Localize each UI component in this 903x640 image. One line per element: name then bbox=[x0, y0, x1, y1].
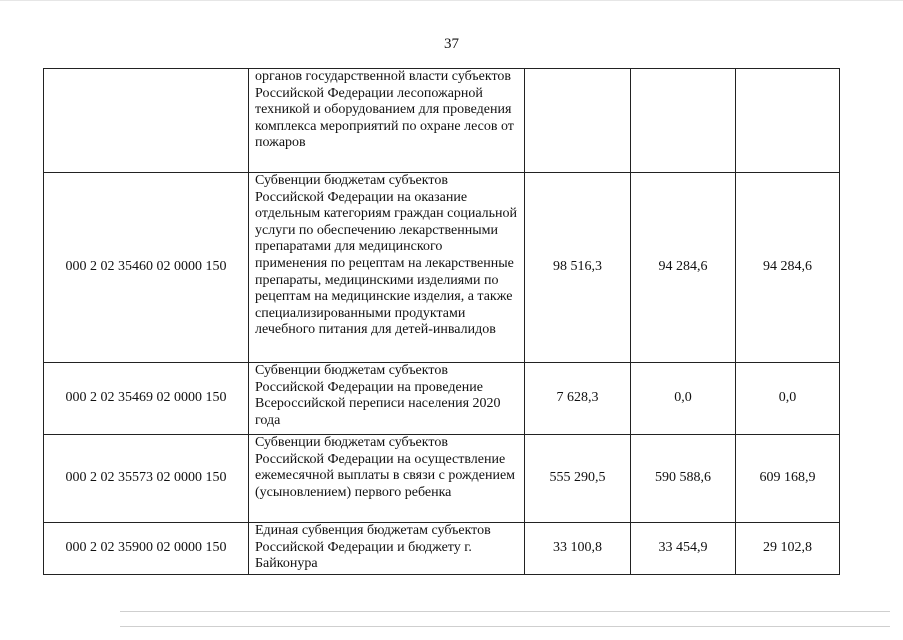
table-row bbox=[44, 173, 840, 363]
value-cell-3: 94 284,6 bbox=[736, 173, 840, 363]
description-cell: Субвенции бюджетам субъектов Российской Федерации на оказание отдельным категориям граждан социальной услуги по обеспечению лекарственными препаратами для медицинского применения по рецептам на лекарственные препараты, медицинскими изделиями по рецептам на медицинские изделия, а также специализированными продуктами лечебного питания для детей-инвалидов bbox=[249, 173, 525, 363]
budget-code-cell: 000 2 02 35573 02 0000 150 bbox=[44, 435, 249, 523]
budget-code-cell: 000 2 02 35900 02 0000 150 bbox=[44, 523, 249, 575]
value-cell-2 bbox=[631, 69, 736, 173]
scan-artifact-line bbox=[120, 626, 890, 627]
budget-code-cell: 000 2 02 35460 02 0000 150 bbox=[44, 173, 249, 363]
value-cell-1: 7 628,3 bbox=[525, 363, 631, 435]
table-row bbox=[44, 435, 840, 523]
value-cell-2: 94 284,6 bbox=[631, 173, 736, 363]
value-cell-3: 29 102,8 bbox=[736, 523, 840, 575]
description-cell: Субвенции бюджетам субъектов Российской Федерации на проведение Всероссийской переписи населения 2020 года bbox=[249, 363, 525, 435]
budget-code-cell bbox=[44, 69, 249, 173]
value-cell-3: 0,0 bbox=[736, 363, 840, 435]
scan-edge-line bbox=[0, 0, 903, 1]
description-cell: органов государственной власти субъектов Российской Федерации лесопожарной техникой и оборудованием для проведения комплекса мероприятий по охране лесов от пожаров bbox=[249, 69, 525, 173]
budget-table bbox=[43, 68, 840, 575]
page-number: 37 bbox=[444, 36, 459, 52]
budget-code-cell: 000 2 02 35469 02 0000 150 bbox=[44, 363, 249, 435]
value-cell-3 bbox=[736, 69, 840, 173]
table-row bbox=[44, 69, 840, 173]
value-cell-3: 609 168,9 bbox=[736, 435, 840, 523]
value-cell-2: 0,0 bbox=[631, 363, 736, 435]
table-row bbox=[44, 363, 840, 435]
value-cell-1: 555 290,5 bbox=[525, 435, 631, 523]
value-cell-2: 33 454,9 bbox=[631, 523, 736, 575]
table-row bbox=[44, 523, 840, 575]
value-cell-1: 98 516,3 bbox=[525, 173, 631, 363]
description-cell: Единая субвенция бюджетам субъектов Российской Федерации и бюджету г. Байконура bbox=[249, 523, 525, 575]
value-cell-2: 590 588,6 bbox=[631, 435, 736, 523]
value-cell-1 bbox=[525, 69, 631, 173]
description-cell: Субвенции бюджетам субъектов Российской Федерации на осуществление ежемесячной выплаты в связи с рождением (усыновлением) первого ребенка bbox=[249, 435, 525, 523]
scan-artifact-line bbox=[120, 611, 890, 612]
value-cell-1: 33 100,8 bbox=[525, 523, 631, 575]
